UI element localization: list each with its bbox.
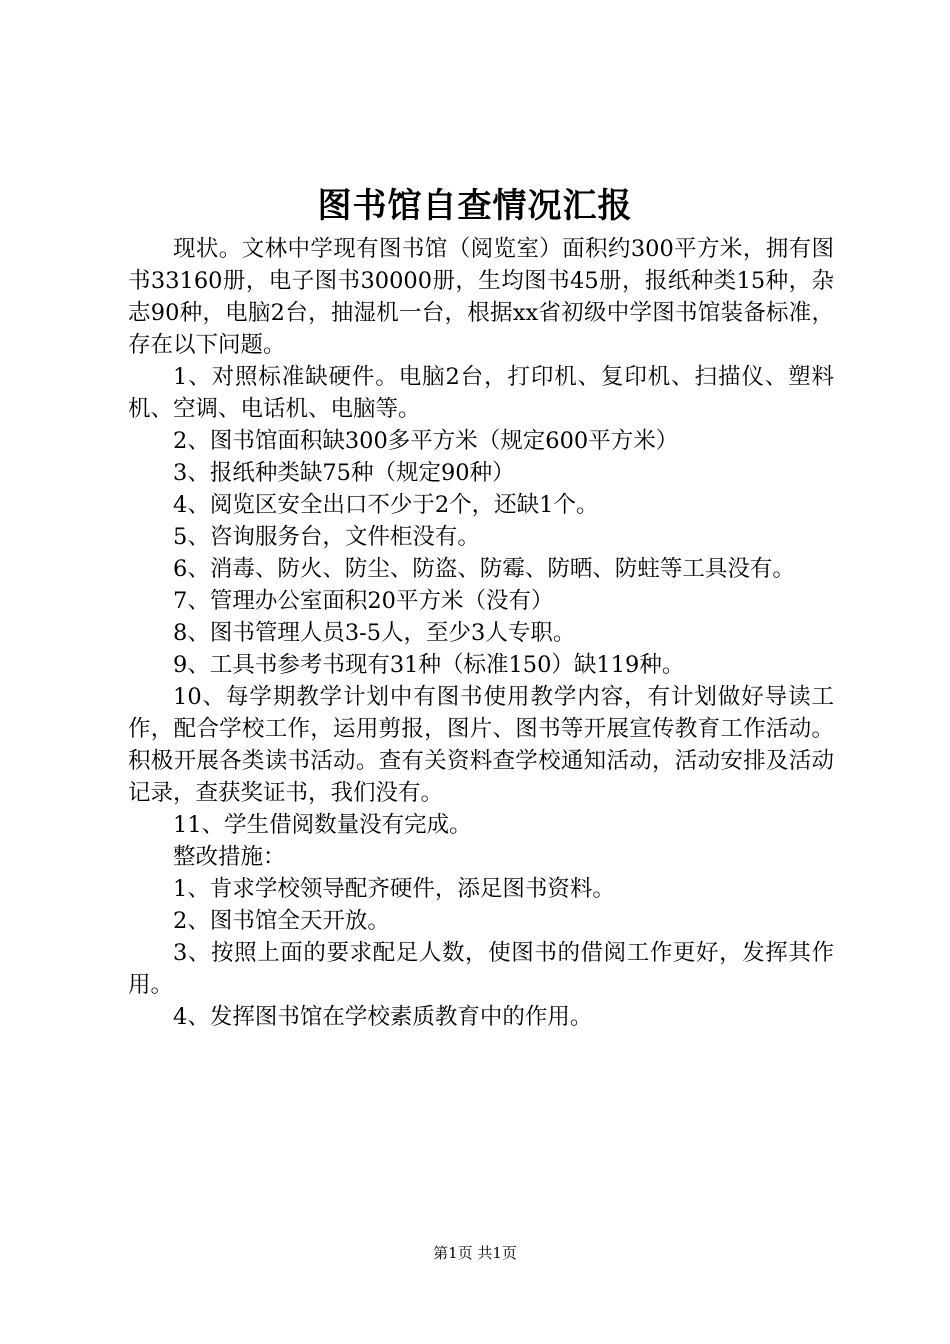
paragraph-item-7: 7、管理办公室面积20平方米（没有） <box>173 588 554 614</box>
measure-item-3: 3、按照上面的要求配足人数，使图书的借阅工作更好，发挥其作用。 <box>128 940 834 998</box>
paragraph-item-8: 8、图书管理人员3-5人，至少3人专职。 <box>173 620 576 646</box>
paragraph-item-1: 1、对照标准缺硬件。电脑2台，打印机、复印机、扫描仪、塑料机、空调、电话机、电脑等。 <box>128 364 834 422</box>
paragraph-item-4: 4、阅览区安全出口不少于2个，还缺1个。 <box>173 492 599 518</box>
paragraph-item-5: 5、咨询服务台，文件柜没有。 <box>173 524 480 550</box>
measure-item-2: 2、图书馆全天开放。 <box>173 908 390 934</box>
document-body <box>128 233 834 1033</box>
page-footer: 第1页 共1页 <box>433 1244 517 1262</box>
paragraph-item-3: 3、报纸种类缺75种（规定90种） <box>173 460 515 486</box>
measure-item-4: 4、发挥图书馆在学校素质教育中的作用。 <box>173 1004 593 1030</box>
paragraph-item-6: 6、消毒、防火、防尘、防盗、防霉、防晒、防蛀等工具没有。 <box>173 556 795 582</box>
paragraph-item-11: 11、学生借阅数量没有完成。 <box>173 812 472 838</box>
paragraph-item-10: 10、每学期教学计划中有图书使用教学内容，有计划做好导读工作，配合学校工作，运用剪报，图片、图书等开展宣传教育工作活动。积极开展各类读书活动。查有关资料查学校通知活动，活动安排及活动记录，查获奖证书，我们没有。 <box>128 684 834 806</box>
rectification-heading: 整改措施： <box>173 844 286 870</box>
measure-item-1: 1、肯求学校领导配齐硬件，添足图书资料。 <box>173 876 615 902</box>
paragraph-item-2: 2、图书馆面积缺300多平方米（规定600平方米） <box>173 428 679 454</box>
document-title: 图书馆自查情况汇报 <box>317 186 633 226</box>
paragraph-item-9: 9、工具书参考书现有31种（标准150）缺119种。 <box>173 652 685 678</box>
paragraph-status: 现状。文林中学现有图书馆（阅览室）面积约300平方米，拥有图书33160册，电子图书30000册，生均图书45册，报纸种类15种，杂志90种，电脑2台，抽湿机一台，根据xx省初级中学图书馆装备标准，存在以下问题。 <box>128 236 834 358</box>
